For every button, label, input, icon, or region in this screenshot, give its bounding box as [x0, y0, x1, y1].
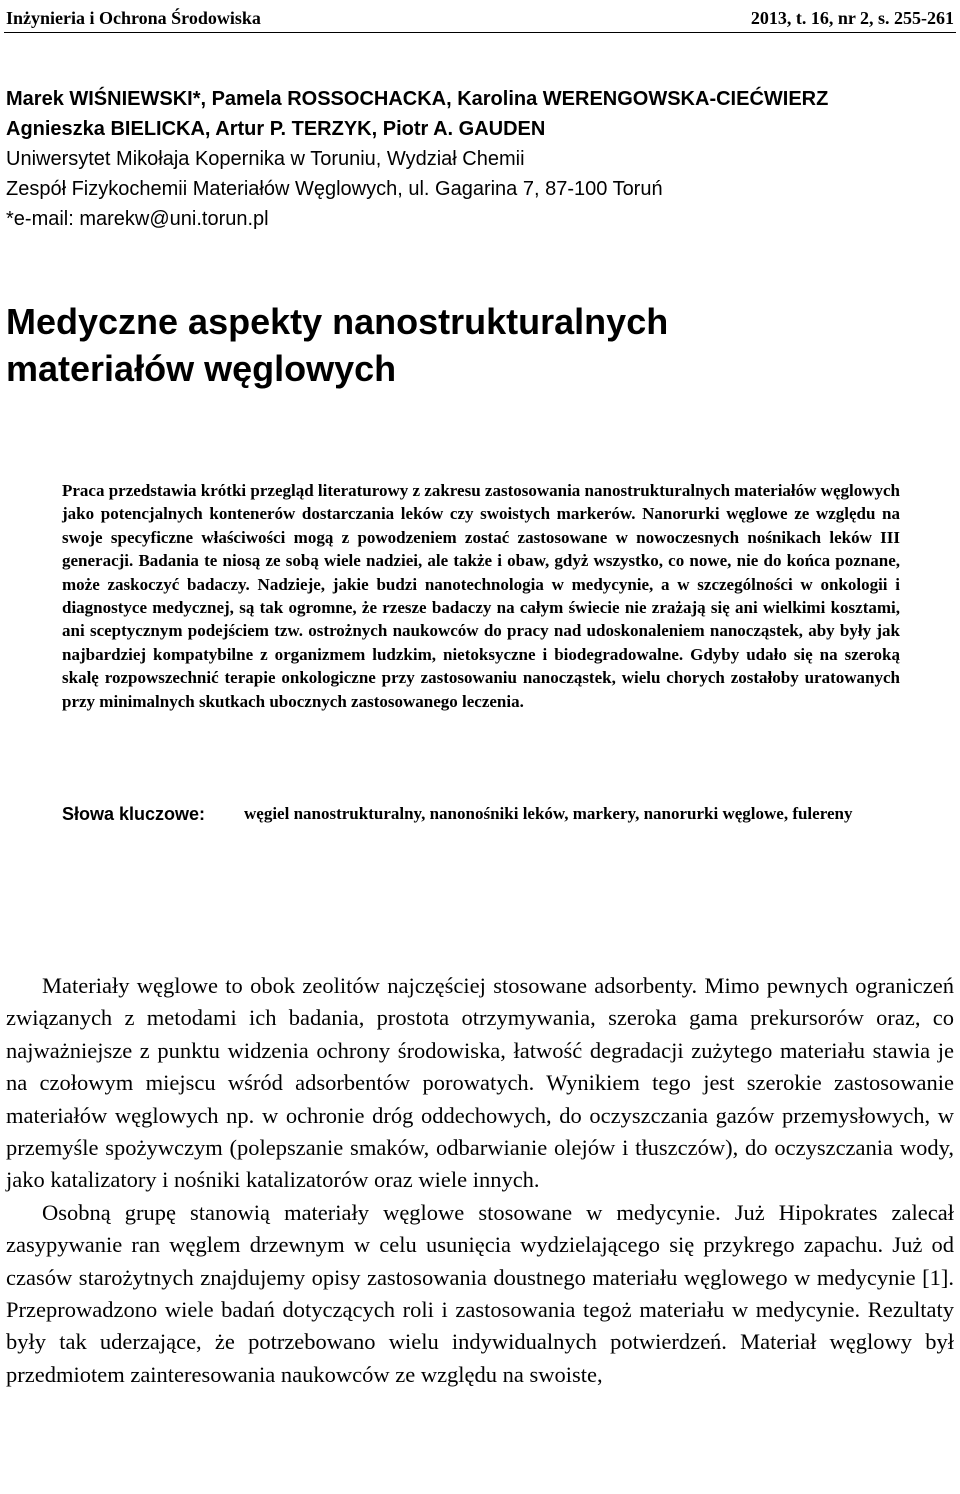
- abstract: [62, 479, 900, 713]
- keywords-label: Słowa kluczowe:: [62, 804, 206, 824]
- body-text: [6, 970, 954, 1391]
- keywords-text: węgiel nanostrukturalny, nanonośniki leków, markery, nanorurki węglowe, fulereny: [244, 804, 853, 823]
- abstract-text: Praca przedstawia krótki przegląd literaturowy z zakresu zastosowania nanostrukturalnych materiałów węglowych jako potencjalnych kontenerów dostarczania leków czy swoistych markerów. Nanorurki węglowe ze względu na swoje specyficzne właściwości mogą z powodzeniem zostać zastosowane w nowoczesnych nośnikach leków III generacji. Badania te niosą ze sobą wiele nadziei, ale także i obaw, gdyż wszystko, co nowe, nie do końca poznane, może zaskoczyć badaczy. Nadzieje, jakie budzi nanotechnologia w medycynie, a w szczególności w onkologii i diagnostyce medycznej, są tak ogromne, że rzesze badaczy na całym świecie nie zrażają się ani wielkimi kosztami, ani sceptycznym podejściem tzw. ostrożnych naukowców do pracy nad udoskonaleniem nanocząstek, aby były jak najbardziej kompatybilne z organizmem ludzkim, nietoksyczne i biodegradowalne. Gdyby udało się na szeroką skalę rozpowszechnić terapie onkologiczne przy zastosowaniu nanocząstek, wielu chorych zostałoby uratowanych przy minimalnych skutkach ubocznych zastosowanego leczenia.: [62, 481, 900, 711]
- paper-title: [6, 298, 946, 392]
- author-names-line-2: Agnieszka BIELICKA, Artur P. TERZYK, Piotr A. GAUDEN: [6, 118, 546, 140]
- running-header: [6, 4, 954, 32]
- author-names-line-1: Marek WIŚNIEWSKI*, Pamela ROSSOCHACKA, Karolina WERENGOWSKA-CIEĆWIERZ: [6, 88, 829, 110]
- paper-title-line-1: Medyczne aspekty nanostrukturalnych: [6, 301, 669, 342]
- journal-citation: 2013, t. 16, nr 2, s. 255-261: [750, 8, 954, 28]
- author-email: *e-mail: marekw@uni.torun.pl: [6, 208, 269, 230]
- body-paragraph-1: Materiały węglowe to obok zeolitów najczęściej stosowane adsorbenty. Mimo pewnych ograniczeń związanych z metodami ich badania, prostota otrzymywania, szeroka gama prekursorów oraz, co najważniejsze z punktu widzenia ochrony środowiska, łatwość degradacji zużytego materiału stawia je na czołowym miejscu wśród adsorbentów porowatych. Wynikiem tego jest szerokie zastosowanie materiałów węglowych np. w ochronie dróg oddechowych, do oczyszczania gazów przemysłowych, w przemyśle spożywczym (polepszanie smaków, odbarwianie olejów i tłuszczów), do oczyszczania wody, jako katalizatory i nośniki katalizatorów oraz wiele innych.: [6, 973, 954, 1193]
- journal-name: Inżynieria i Ochrona Środowiska: [6, 8, 261, 28]
- body-paragraph-2: Osobną grupę stanowią materiały węglowe stosowane w medycynie. Już Hipokrates zalecał zasypywanie ran węglem drzewnym w celu usunięcia wydzielającego się przykrego zapachu. Już od czasów starożytnych znajdujemy opisy zastosowania doustnego materiału węglowego w medycynie [1]. Przeprowadzono wiele badań dotyczących roli i zastosowania tegoż materiału w medycynie. Rezultaty były tak uderzające, że potrzebowano wielu indywidualnych potwierdzeń. Materiał węglowy był przedmiotem zainteresowania naukowców ze względu na swoiste,: [6, 1199, 954, 1387]
- affiliation-line-2: Zespół Fizykochemii Materiałów Węglowych, ul. Gagarina 7, 87-100 Toruń: [6, 178, 663, 200]
- header-divider: [4, 32, 956, 33]
- author-block: [6, 84, 946, 234]
- keywords: [62, 801, 900, 827]
- affiliation-line-1: Uniwersytet Mikołaja Kopernika w Toruniu, Wydział Chemii: [6, 148, 525, 170]
- paper-title-line-2: materiałów węglowych: [6, 348, 397, 389]
